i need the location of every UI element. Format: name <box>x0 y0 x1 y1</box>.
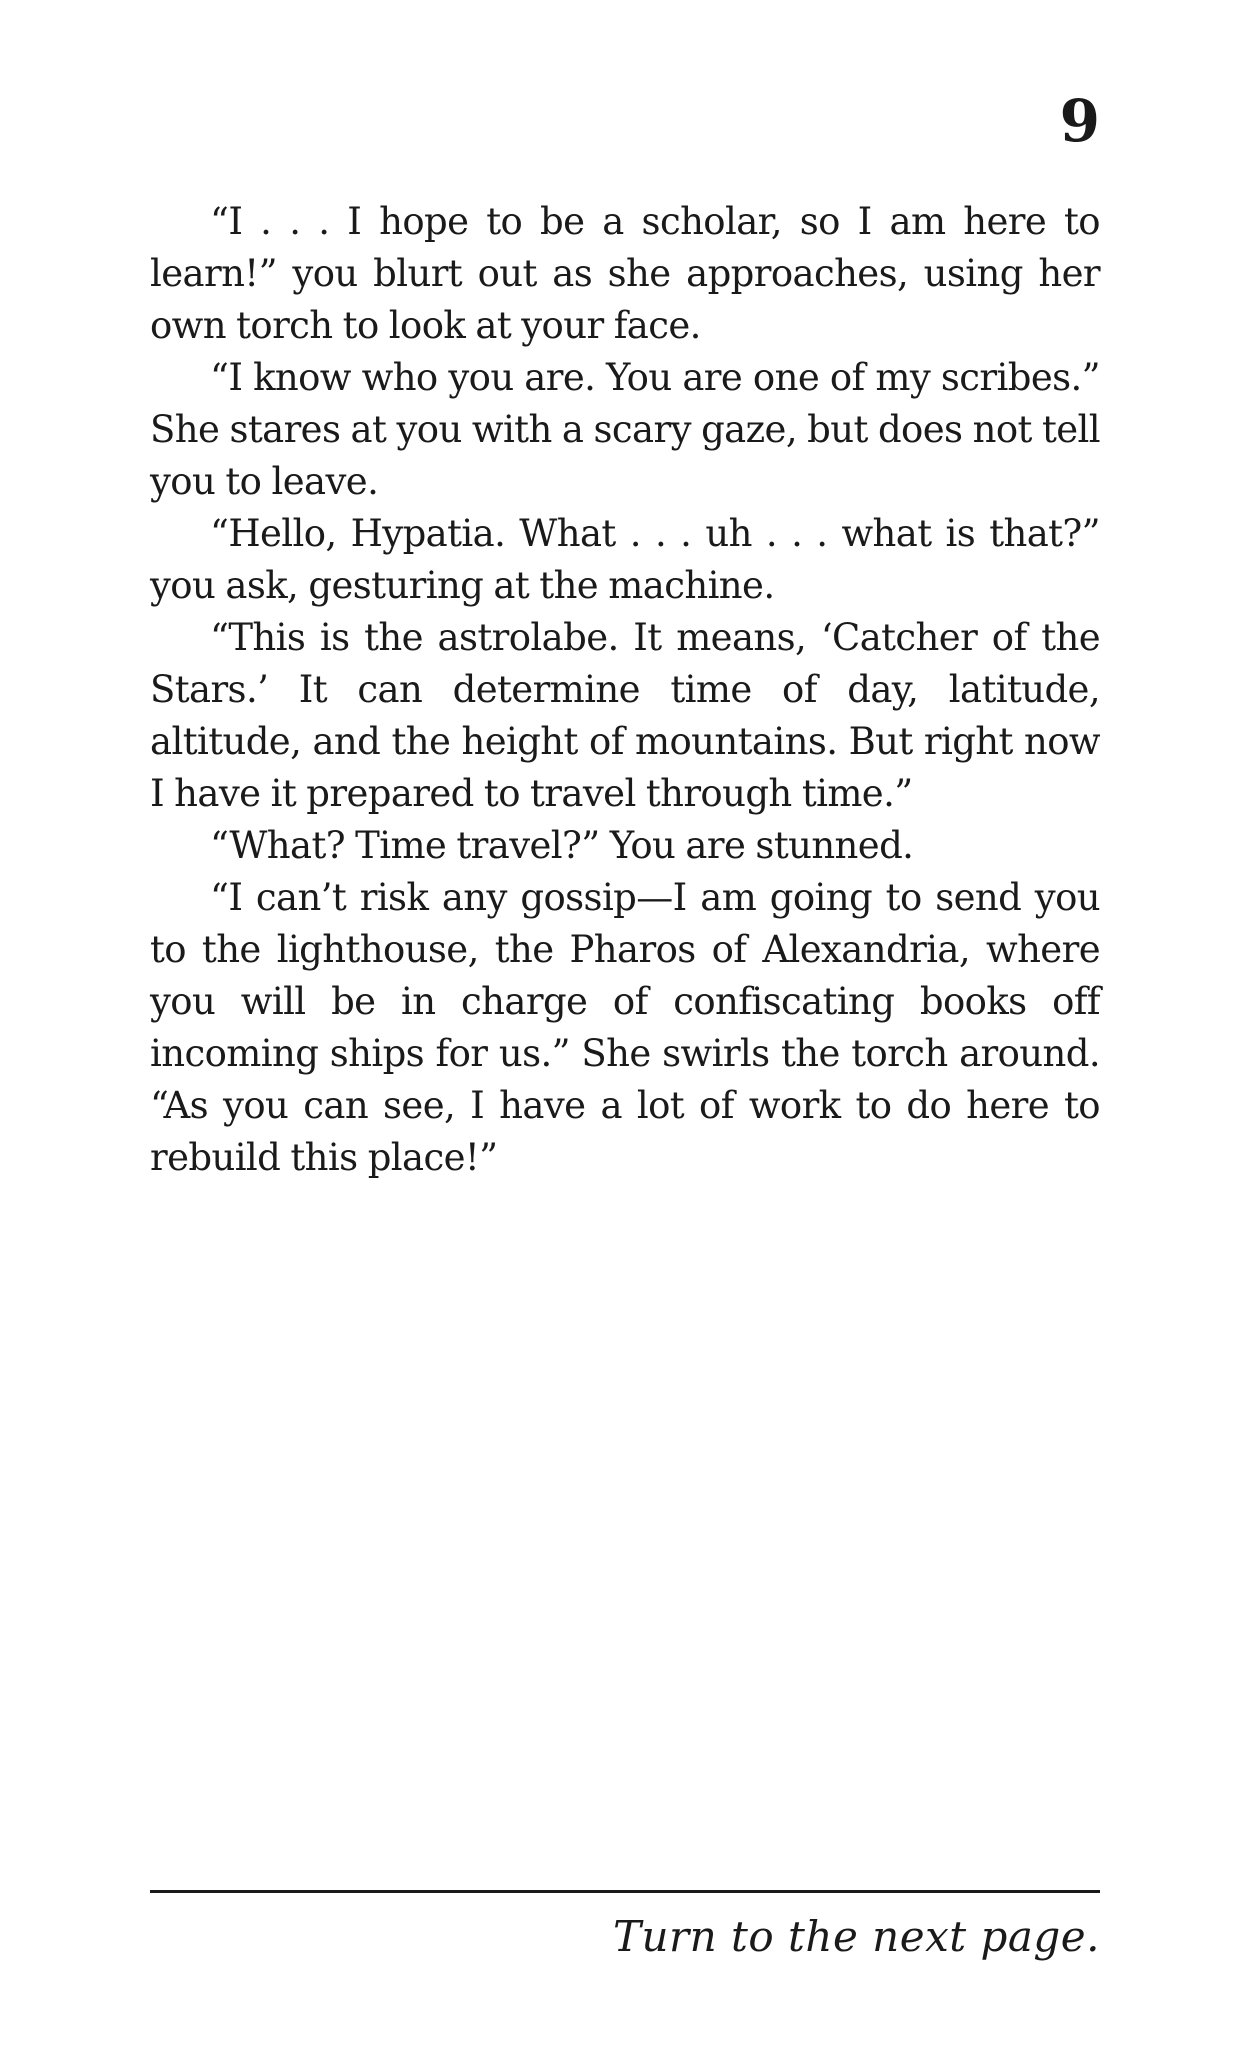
turn-page-instruction: Turn to the next page. <box>612 1912 1100 1961</box>
paragraph: “I know who you are. You are one of my scribes.” She stares at you with a scary gaze, but does not tell you to leave. <box>150 356 1100 503</box>
footer-divider <box>150 1890 1100 1893</box>
story-text <box>150 196 1100 1184</box>
page-number: 9 <box>1059 87 1100 155</box>
paragraph: “What? Time travel?” You are stunned. <box>210 824 914 867</box>
paragraph: “Hello, Hypatia. What . . . uh . . . what is that?” you ask, gesturing at the machine. <box>150 512 1100 607</box>
paragraph: “I can’t risk any gossip—I am going to send you to the lighthouse, the Pharos of Alexandria, where you will be in charge of confiscating books off incoming ships for us.” She swirls the torch around. “As you can see, I have a lot of work to do here to rebuild this place!” <box>150 876 1100 1179</box>
paragraph: “This is the astrolabe. It means, ‘Catcher of the Stars.’ It can determine time of day, latitude, altitude, and the height of mountains. But right now I have it prepared to travel through time.” <box>150 616 1100 815</box>
paragraph: “I . . . I hope to be a scholar, so I am here to learn!” you blurt out as she approaches, using her own torch to look at your face. <box>150 200 1100 347</box>
